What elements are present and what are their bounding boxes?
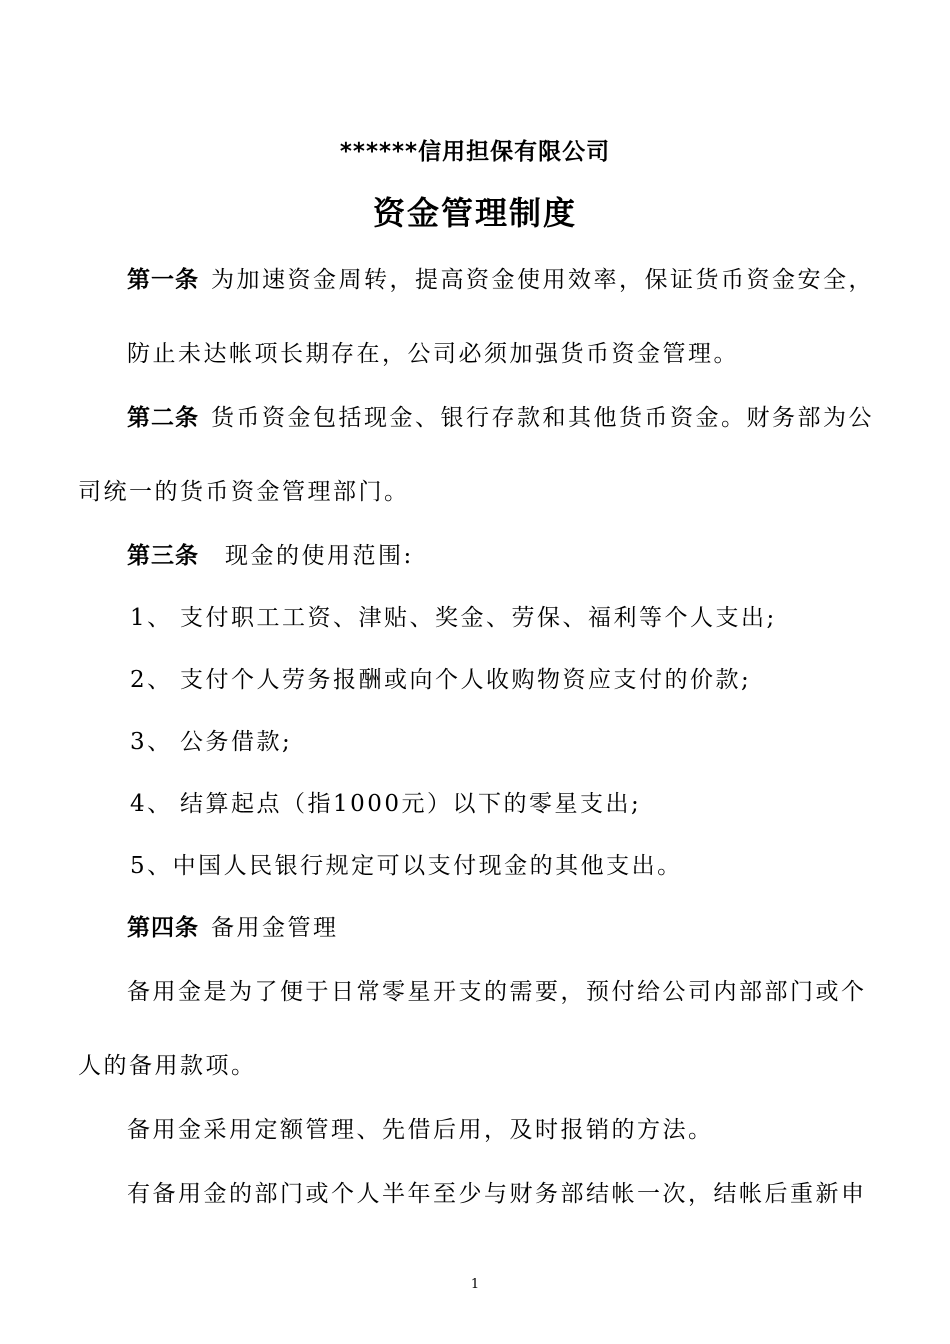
- article-4-paragraph-1: 备用金是为了便于日常零星开支的需要，预付给公司内部部门或个: [127, 979, 867, 1005]
- list-item-number: 4、: [130, 791, 173, 817]
- list-item-number: 3、: [130, 729, 173, 755]
- article-2-label: 第二条: [127, 405, 199, 431]
- list-item-text: 结算起点（指1000元）以下的零星支出;: [180, 791, 642, 817]
- list-item: [130, 665, 751, 695]
- article-2: [127, 403, 874, 433]
- article-4-paragraph-1-continuation: 人的备用款项。: [78, 1053, 257, 1079]
- list-item: [130, 603, 777, 633]
- list-item-text: 公务借款;: [180, 729, 293, 755]
- list-item-number: 1、: [130, 605, 173, 631]
- article-4-paragraph-2: 备用金采用定额管理、先借后用，及时报销的方法。: [127, 1117, 714, 1143]
- article-1: [127, 265, 874, 295]
- list-item-text: 支付个人劳务报酬或向个人收购物资应支付的价款;: [180, 667, 752, 693]
- article-3: [127, 541, 414, 571]
- list-item: [130, 727, 292, 757]
- list-item: [130, 789, 641, 819]
- article-4-paragraph-3: 有备用金的部门或个人半年至少与财务部结帐一次，结帐后重新申: [127, 1181, 867, 1207]
- company-name: ******信用担保有限公司: [339, 139, 611, 165]
- article-1-label: 第一条: [127, 267, 199, 293]
- list-item-text: 支付职工工资、津贴、奖金、劳保、福利等个人支出;: [180, 605, 777, 631]
- article-4: [127, 913, 339, 943]
- article-1-continuation: 防止未达帐项长期存在，公司必须加强货币资金管理。: [127, 341, 739, 367]
- list-item-5: 5、中国人民银行规定可以支付现金的其他支出。: [130, 853, 683, 879]
- article-2-continuation: 司统一的货币资金管理部门。: [78, 479, 410, 505]
- page-number: 1: [470, 1277, 480, 1292]
- article-3-text: 现金的使用范围:: [225, 543, 414, 569]
- article-1-text: 为加速资金周转，提高资金使用效率，保证货币资金安全，: [211, 267, 874, 293]
- article-4-label: 第四条: [127, 915, 199, 941]
- list-item-number: 2、: [130, 667, 173, 693]
- article-3-label: 第三条: [127, 543, 199, 569]
- article-2-text: 货币资金包括现金、银行存款和其他货币资金。财务部为公: [211, 405, 874, 431]
- document-title: 资金管理制度: [372, 194, 577, 232]
- article-4-text: 备用金管理: [211, 915, 339, 941]
